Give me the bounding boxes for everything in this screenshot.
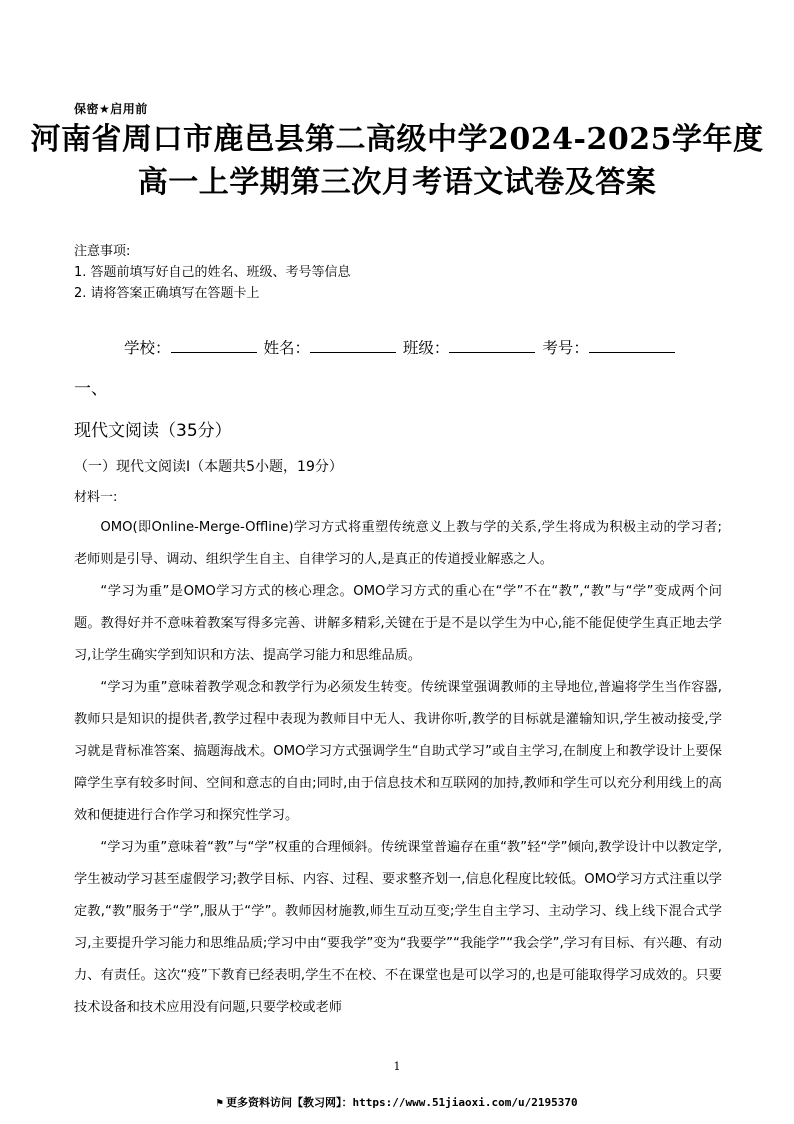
reading-passage: [74, 512, 722, 1024]
exam-no-label: 考号：: [542, 339, 589, 357]
paragraph: “学习为重”意味着“教”与“学”权重的合理倾斜。传统课堂普遍存在重“教”轻“学”倾向,教学设计中以教定学,学生被动学习甚至虚假学习;教学目标、内容、过程、要求整齐划一,信息化程度比较低。OMO学习方式注重以学定教,“教”服务于“学”,服从于“学”。教师因材施教,师生互动互变;学生自主学习、主动学习、线上线下混合式学习,主要提升学习能力和思维品质;学习中由“要我学”变为“我要学”“我能学”“我会学”,学习有目标、有兴趣、有动力、有责任。这次“疫”下教育已经表明,学生不在校、不在课堂也是可以学习的,也是可能取得学习成效的。只要技术设备和技术应用没有问题,只要学校或老师: [74, 840, 722, 1015]
name-label: 姓名：: [263, 339, 310, 357]
exam-title-line2: 高一上学期第三次月考语文试卷及答案: [137, 165, 657, 200]
name-blank[interactable]: [310, 338, 396, 353]
paragraph: OMO(即Online-Merge-Offline)学习方式将重塑传统意义上教与学的关系,学生将成为积极主动的学习者;老师则是引导、调动、组织学生自主、自律学习的人,是真正的传道授业解惑之人。: [74, 520, 722, 567]
class-blank[interactable]: [449, 338, 535, 353]
material-label: 材料一:: [74, 490, 118, 505]
section-heading: 现代文阅读（35分）: [74, 421, 232, 441]
exam-no-blank[interactable]: [589, 338, 675, 353]
student-info-fields: [124, 336, 677, 358]
notice-item-2: 2. 请将答案正确填写在答题卡上: [74, 286, 260, 301]
footer-link[interactable]: [0, 1094, 794, 1110]
notice-item-1: 1. 答题前填写好自己的姓名、班级、考号等信息: [74, 265, 351, 280]
class-label: 班级：: [402, 339, 450, 357]
section-number: 一、: [74, 379, 108, 399]
confidential-label: 保密★启用前: [74, 102, 148, 116]
paragraph: “学习为重”意味着教学观念和教学行为必须发生转变。传统课堂强调教师的主导地位,普遍将学生当作容器,教师只是知识的提供者,教学过程中表现为教师目中无人、我讲你听,教学的目标就是灌输知识,学生被动接受,学习就是背标准答案、搞题海战术。OMO学习方式强调学生“自助式学习”或自主学习,在制度上和教学设计上要保障学生享有较多时间、空间和意志的自由;同时,由于信息技术和互联网的加持,教师和学生可以充分利用线上的高效和便捷进行合作学习和探究性学习。: [74, 680, 722, 823]
paragraph: “学习为重”是OMO学习方式的核心理念。OMO学习方式的重心在“学”不在“教”,“教”与“学”变成两个问题。教得好并不意味着教案写得多完善、讲解多精彩,关键在于是不是以学生为中心,能不能促使学生真正地去学习,让学生确实学到知识和方法、提高学习能力和思维品质。: [74, 584, 722, 663]
footer-text: 更多资料访问【教习网】：https://www.51jiaoxi.com/u/2195370: [225, 1096, 578, 1109]
exam-title-line1: 河南省周口市鹿邑县第二高级中学2024-2025学年度: [30, 122, 764, 157]
flag-icon: ⚑: [216, 1096, 223, 1109]
notice-title: 注意事项:: [74, 244, 131, 259]
page-number: 1: [393, 1060, 401, 1073]
school-label: 学校：: [124, 339, 171, 357]
section-subheading: （一）现代文阅读Ⅰ（本题共5小题，19分）: [74, 459, 343, 475]
school-blank[interactable]: [171, 338, 257, 353]
